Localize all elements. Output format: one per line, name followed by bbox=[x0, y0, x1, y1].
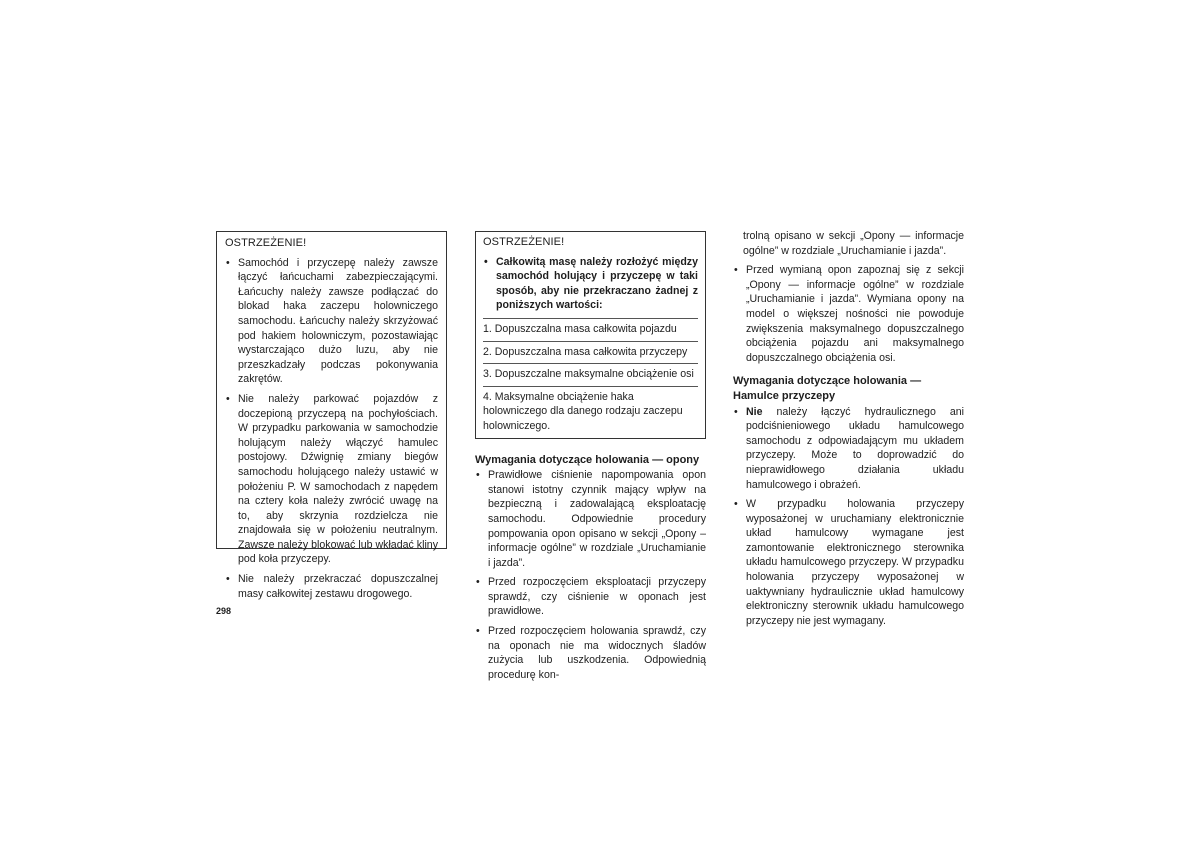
section-heading-tires: Wymagania dotyczące holowania — opony bbox=[475, 453, 700, 466]
warning-box-chains bbox=[216, 231, 447, 600]
tires-item-inspect: • Przed rozpoczęciem holowania sprawdź, czy na oponach nie ma widocznych śladów zużycia lub uszkodzenia. Odpowiednią procedurę kon- bbox=[475, 624, 706, 682]
warning-list bbox=[483, 255, 698, 313]
column-2 bbox=[475, 231, 706, 687]
limit-item: 2. Dopuszczalna masa całkowita przyczepy bbox=[483, 341, 698, 364]
section-heading-brakes: Wymagania dotyczące holowania — Hamulce przyczepy bbox=[733, 375, 922, 402]
warning-title: OSTRZEŻENIE! bbox=[483, 236, 565, 248]
continuation-text: trolną opisano w sekcji „Opony — informacje ogólne” w rozdziale „Uruchamianie i jazda”. bbox=[743, 230, 964, 257]
warning-item-chains: • Samochód i przyczepę należy zawsze łączyć łańcuchami zabezpieczającymi. Łańcuchy należy zawsze podłączać do blokad haka zaczepu holowniczego samochodu. Łańcuchy należy skrzyżować pod hakiem holowniczym, pozostawiając wystarczająco dużo luzu, aby nie przeszkadzały podczas pokonywania zakrętów. bbox=[225, 256, 438, 387]
emphasis-text: Nie bbox=[746, 405, 763, 418]
tires-list bbox=[475, 468, 706, 682]
warning-item-distribute: • Całkowitą masę należy rozłożyć między samochód holujący i przyczepę w taki sposób, aby nie przekraczano żadnej z poniższych wartości: bbox=[483, 255, 698, 313]
brakes-text: należy łączyć hydraulicznego ani podciśnieniowego układu hamulcowego samochodu z odpowiadającym mu układem przyczepy. Może to doprowadzić do nieprawidłowego działania układu hamulcowego i obrażeń. bbox=[746, 405, 964, 491]
limit-item: 3. Dopuszczalne maksymalne obciążenie osi bbox=[483, 363, 698, 386]
tires-item-pressure: • Prawidłowe ciśnienie napompowania opon stanowi istotny czynnik mający wpływ na bezpieczną i zadowalającą eksploatację samochodu. Odpowiednie procedury pompowania opon opisano w sekcji „Opony – informacje ogólne” w rozdziale „Uruchamianie i jazda”. bbox=[475, 468, 706, 570]
tires-item-replace: • Przed wymianą opon zapoznaj się z sekcji „Opony — informacje ogólne” w rozdziale „Uruchamianie i jazda”. Wymiana opony na model o większej nośności nie powoduje zwiększenia maksymalnego dopuszczalnego obciążenia pojazdu ani maksymalnego dopuszczalnego obciążenia osi. bbox=[733, 263, 964, 365]
limits-list bbox=[483, 318, 698, 438]
warning-title: OSTRZEŻENIE! bbox=[225, 237, 307, 249]
brakes-list bbox=[733, 405, 964, 629]
warning-item-weight: • Nie należy przekraczać dopuszczalnej masy całkowitej zestawu drogowego. bbox=[225, 572, 438, 601]
page-number: 298 bbox=[216, 606, 232, 616]
column-3 bbox=[733, 229, 964, 633]
limit-item: 1. Dopuszczalna masa całkowita pojazdu bbox=[483, 318, 698, 341]
limit-item: 4. Maksymalne obciążenie haka holowniczego dla danego rodzaju zaczepu holowniczego. bbox=[483, 386, 698, 438]
warning-list bbox=[225, 256, 438, 602]
tires-item-check: • Przed rozpoczęciem eksploatacji przyczepy sprawdź, czy ciśnienie w oponach jest prawidłowe. bbox=[475, 575, 706, 619]
tires-list-cont bbox=[733, 263, 964, 365]
warning-item-parking: • Nie należy parkować pojazdów z doczepioną przyczepą na pochyłościach. W przypadku parkowania w samochodzie holującym należy włączyć hamulec postojowy. Dźwignię zmiany biegów samochodu holującego należy ustawić w położeniu P. W samochodach z napędem na cztery koła należy zwrócić uwagę na to, aby skrzynia rozdzielcza nie znajdowała się w położeniu neutralnym. Zawsze należy blokować lub wkładać kliny pod koła przyczepy. bbox=[225, 392, 438, 567]
brakes-item-hydraulic bbox=[733, 405, 964, 493]
brakes-item-electronic: • W przypadku holowania przyczepy wyposażonej w uruchamiany elektronicznie układ hamulcowy wymagane jest zamontowanie elektronicznego sterownika układu hamulcowego przyczepy. W przypadku holowania przyczepy wyposażonej w uaktywniany hydraulicznie układ hamulcowy elektroniczny sterownik układu hamulcowego przyczepy nie jest wymagany. bbox=[733, 497, 964, 628]
warning-box-weight bbox=[475, 231, 706, 439]
